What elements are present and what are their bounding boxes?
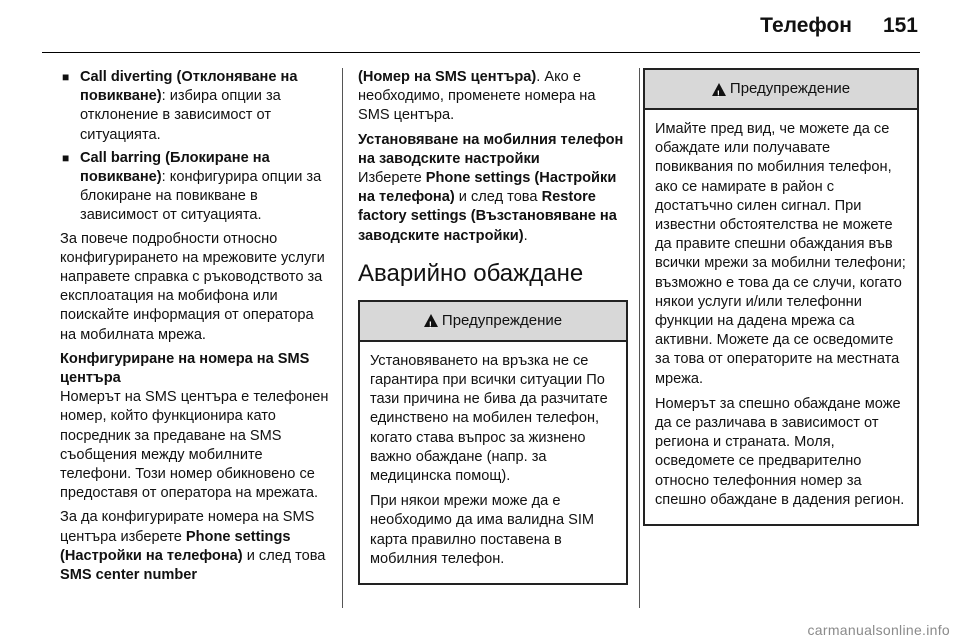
column-1 <box>60 68 332 590</box>
paragraph: За да конфигурирате номера на SMS центъра изберете Phone settings (Настройки на телефона) и след това SMS center number <box>60 509 326 584</box>
page-header <box>0 0 960 52</box>
warning-text: Установяването на връзка не се гарантира при всички ситуации По тази причина не бива да разчитате единствено на мобилен телефон, когато става въпрос за жизнено важно обаждане (напр. за медицинска помощ). <box>370 352 608 485</box>
warning-text: При някои мрежи може да е необходимо да има валидна SIM карта правилно поставена в мобилния телефон. <box>370 493 595 567</box>
paragraph: Изберете Phone settings (Настройки на телефона) и след това Restore factory settings (Възстановяване на заводските настройки). <box>358 170 617 244</box>
warning-title: Предупреждение <box>441 312 563 330</box>
paragraph: (Номер на SMS центъра). Ако е необходимо, променете номера на SMS центъра. <box>358 69 596 124</box>
warning-box <box>358 300 628 585</box>
watermark: carmanualsonline.info <box>807 622 950 638</box>
bullet-text: : избира опции за отклонение в зависимост от ситуацията. <box>80 88 281 143</box>
page-number: 151 <box>882 14 918 37</box>
bullet-square-icon: ■ <box>62 70 70 84</box>
warning-header <box>645 70 917 110</box>
bullet-square-icon: ■ <box>62 150 70 165</box>
warning-triangle-icon <box>424 314 438 327</box>
column-2 <box>358 68 628 585</box>
header-rule <box>42 52 920 53</box>
section-title: Аварийно обаждане <box>358 259 584 287</box>
subheading-sms-center: Конфигуриране на номера на SMS центъра <box>60 350 310 387</box>
bullet-term: Call diverting (Отклоняване на повикване) <box>80 69 298 105</box>
column-3 <box>643 68 919 526</box>
column-divider <box>639 68 640 608</box>
warning-box <box>643 68 919 526</box>
paragraph: За повече подробности относно конфигурирането на мрежовите услуги направете справка с ръководството за експлоатация на мобифона или поискайте информация от оператора на мобилната мрежа. <box>60 230 325 343</box>
warning-triangle-icon <box>712 83 726 96</box>
list-item <box>60 68 332 145</box>
warning-title: Предупреждение <box>729 80 851 98</box>
bullet-text: : конфигурира опции за блокиране на повикване в зависимост от ситуацията. <box>80 169 322 224</box>
warning-header <box>360 302 626 342</box>
subheading-factory-reset: Установяване на мобилния телефон на заводските настройки <box>358 131 624 167</box>
page-title: Телефон <box>760 14 852 37</box>
warning-text: Номерът за спешно обаждане може да се различава в зависимост от региона и страната. Моля, осведомете се предварително относно телефонния номер за спешно обаждане в дадения регион. <box>655 395 905 508</box>
list-item <box>60 149 332 226</box>
paragraph: Номерът на SMS центъра е телефонен номер, който функционира като посредник за предаване на SMS съобщения между мобилните телефони. Този номер обикновено се предоставя от оператора на мрежата. <box>60 389 329 502</box>
bullet-term: Call barring (Блокиране на повикване) <box>80 149 270 186</box>
warning-text: Имайте пред вид, че можете да се обаждате или получавате повиквания по мобилния телефон, ако се намирате в район с достатъчно силен сигнал. При известни обстоятелства не можете да правите спешни обаждания във всички мрежи за мобилни телефони; възможно е това да се случи, когато някои услуги и/или телефонни функции на дадена мрежа са активни. Можете да се осведомите за това от операторите на местната мрежа. <box>655 121 906 387</box>
column-divider <box>342 68 343 608</box>
